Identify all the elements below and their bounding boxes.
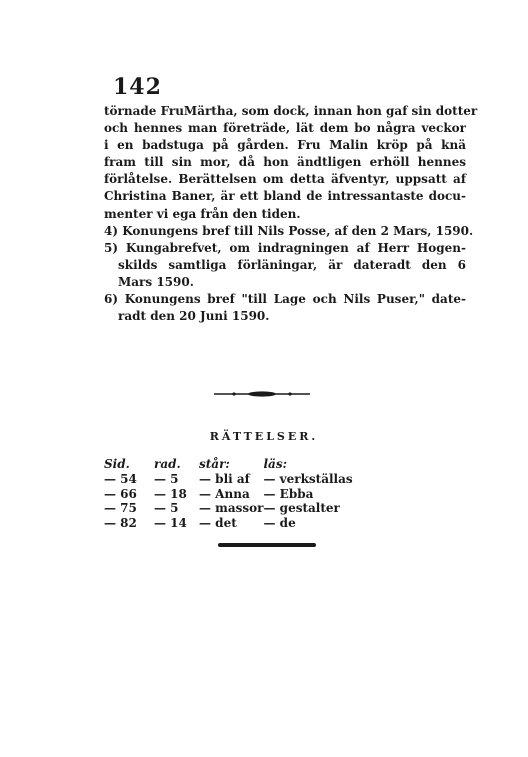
- errata-sid: — 82: [104, 516, 137, 531]
- errata-sid: — 75: [104, 501, 137, 516]
- errata-row: [104, 516, 353, 531]
- note-5-line: Mars 1590.: [118, 274, 194, 289]
- ornament-divider: [212, 389, 312, 399]
- errata-las: — de: [263, 516, 296, 531]
- errata-las: — gestalter: [263, 501, 340, 516]
- errata-table: [104, 457, 353, 531]
- errata-sid: — 54: [104, 471, 137, 486]
- errata-row: [104, 501, 353, 516]
- page-body: [104, 103, 478, 325]
- end-rule: [218, 543, 316, 547]
- errata-row: [104, 487, 353, 502]
- errata-rad: — 14: [154, 516, 187, 531]
- col-header-sid: Sid.: [104, 457, 130, 471]
- errata-las: — Ebba: [263, 486, 314, 501]
- errata-header-row: [104, 457, 353, 472]
- note-4-line: 4) Konungens bref till Nils Posse, af den 2 Mars, 1590.: [104, 223, 474, 238]
- text-line: Christina Baner, är ett bland de intressantaste docu-: [104, 189, 466, 204]
- note-6-line: radt den 20 Juni 1590.: [118, 309, 270, 324]
- note-5-line: skilds samtliga förläningar, är dateradt den 6: [118, 257, 466, 272]
- col-header-star: står:: [199, 457, 230, 471]
- errata-star: — massor: [199, 501, 264, 516]
- errata-rad: — 5: [154, 471, 179, 486]
- text-line: och hennes man företräde, lät dem bo några veckor: [104, 121, 466, 136]
- note-5-line: 5) Kungabrefvet, om indragningen af Herr Hogen-: [104, 240, 466, 255]
- text-line: fram till sin mor, då hon ändtligen erhöll hennes: [104, 155, 466, 170]
- errata-sid: — 66: [104, 486, 137, 501]
- errata-las: — verkställas: [263, 471, 353, 486]
- text-line: i en badstuga på gården. Fru Malin kröp på knä: [104, 138, 466, 153]
- errata-rad: — 5: [154, 501, 179, 516]
- errata-star: — det: [199, 516, 237, 531]
- page-number: 142: [113, 74, 162, 100]
- errata-row: [104, 472, 353, 487]
- text-line: menter vi ega från den tiden.: [104, 206, 301, 221]
- text-line: förlåtelse. Berättelsen om detta äfventyr, uppsatt af: [104, 172, 466, 187]
- col-header-las: läs:: [263, 457, 288, 471]
- errata-star: — Anna: [199, 486, 250, 501]
- text-line: törnade FruMärtha, som dock, innan hon gaf sin dotter: [104, 104, 478, 118]
- errata-rad: — 18: [154, 486, 187, 501]
- col-header-rad: rad.: [154, 457, 181, 471]
- errata-star: — bli af: [199, 471, 250, 486]
- note-6-line: 6) Konungens bref "till Lage och Nils Puser," date-: [104, 292, 466, 307]
- errata-title: RÄTTELSER.: [209, 430, 319, 443]
